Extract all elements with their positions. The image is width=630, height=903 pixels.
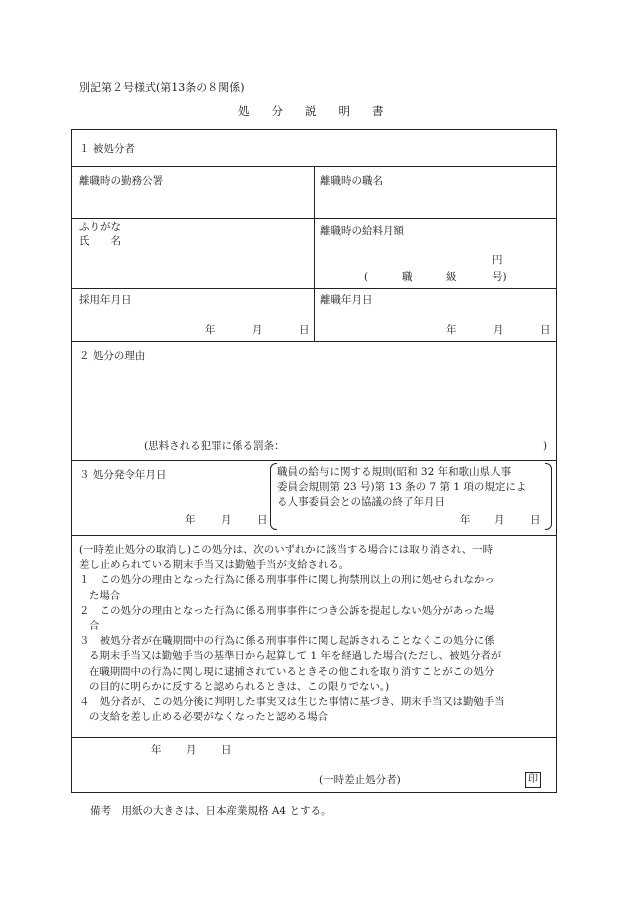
section2-heading: ２ 処分の理由 — [79, 350, 146, 362]
revocation-line: 合 — [89, 620, 100, 633]
furigana-label: ふりがな — [79, 221, 121, 233]
consultation-day-unit: 日 — [530, 514, 541, 526]
disposer-label: (一時差止処分者) — [319, 774, 401, 786]
signature-day-unit: 日 — [221, 744, 232, 756]
section1-heading: １ 被処分者 — [79, 143, 135, 155]
revocation-line: 差し止められている期末手当又は勤勉手当が支給される。 — [79, 559, 350, 572]
revocation-line: １ この処分の理由となった行為に係る刑事事件に関し拘禁刑以上の刑に処せられなかっ — [79, 574, 495, 587]
signature-year-unit: 年 — [151, 744, 162, 756]
consultation-note-line2: 委員会規則第 23 号)第 13 条の 7 第 1 項の規定によ — [277, 481, 527, 493]
separation-month-unit: 月 — [493, 324, 504, 336]
separation-year-unit: 年 — [446, 324, 457, 336]
issue-day-unit: 日 — [257, 514, 268, 526]
hire-year-unit: 年 — [205, 324, 216, 336]
revocation-line: の目的に明らかに反すると認められるときは、この限りでない。) — [89, 680, 390, 693]
yen-label: 円 — [492, 254, 503, 266]
right-bracket — [545, 463, 552, 530]
left-bracket — [270, 463, 277, 530]
consultation-year-unit: 年 — [460, 514, 471, 526]
revocation-line: の支給を差し止める必要がなくなったと認める場合 — [89, 711, 328, 724]
document-title: 処分説明書 — [238, 104, 406, 118]
seal-mark: 印 — [525, 772, 541, 788]
revocation-line: (一時差止処分の取消し)この処分は、次のいずれかに該当する場合には取り消され、一時 — [79, 544, 493, 556]
separation-day-unit: 日 — [540, 324, 551, 336]
row-divider — [71, 341, 557, 342]
name-label: 氏 名 — [79, 235, 121, 247]
revocation-conditions — [79, 543, 553, 725]
consultation-note-line1: 職員の給与に関する規則(昭和 32 年和歌山県人事 — [277, 466, 512, 478]
consultation-month-unit: 月 — [494, 514, 505, 526]
grade-close: 号) — [492, 271, 507, 283]
separation-date-label: 離職年月日 — [320, 294, 373, 306]
column-divider — [314, 166, 315, 341]
revocation-line: 在職期間中の行為に関し現に逮捕されているときその他これを取り消すことがこの処分 — [89, 665, 495, 678]
section3-heading: ３ 処分発令年月日 — [79, 469, 167, 481]
hire-month-unit: 月 — [252, 324, 263, 336]
issue-year-unit: 年 — [185, 514, 196, 526]
form-number-label: 別記第２号様式(第13条の８関係) — [79, 81, 245, 94]
penalty-clause-label: (思料される犯罪に係る罰条： — [144, 440, 285, 452]
row-divider — [71, 460, 557, 461]
consultation-note-line3: る人事委員会との協議の終了年月日 — [277, 496, 445, 508]
position-label: 離職時の職名 — [320, 175, 383, 187]
office-label: 離職時の勤務公署 — [79, 175, 163, 187]
issue-month-unit: 月 — [221, 514, 232, 526]
row-divider — [71, 535, 557, 536]
footer-note: 備考 用紙の大きさは、日本産業規格 A4 とする。 — [90, 805, 332, 817]
salary-label: 離職時の給料月額 — [320, 225, 404, 237]
revocation-line: た場合 — [89, 589, 121, 602]
hire-date-label: 採用年月日 — [79, 294, 132, 306]
revocation-line: ４ 処分者が、この処分後に判明した事実又は生じた事情に基づき、期末手当又は勤勉手当 — [79, 696, 505, 709]
signature-month-unit: 月 — [186, 744, 197, 756]
hire-day-unit: 日 — [299, 324, 310, 336]
revocation-line: る期末手当又は勤勉手当の基準日から起算して 1 年を経過した場合(ただし、被処分者が — [89, 650, 502, 663]
penalty-clause-close: ) — [543, 440, 548, 452]
grade-shoku-label: 職 — [402, 271, 413, 283]
grade-open: ( — [364, 271, 369, 283]
row-divider — [71, 737, 557, 738]
grade-kyu-label: 級 — [446, 271, 457, 283]
revocation-line: ３ 被処分者が在職期間中の行為に係る刑事事件に関し起訴されることなくこの処分に係 — [79, 635, 495, 648]
revocation-line: ２ この処分の理由となった行為に係る刑事事件につき公訴を提起しない処分があった場 — [79, 604, 495, 617]
